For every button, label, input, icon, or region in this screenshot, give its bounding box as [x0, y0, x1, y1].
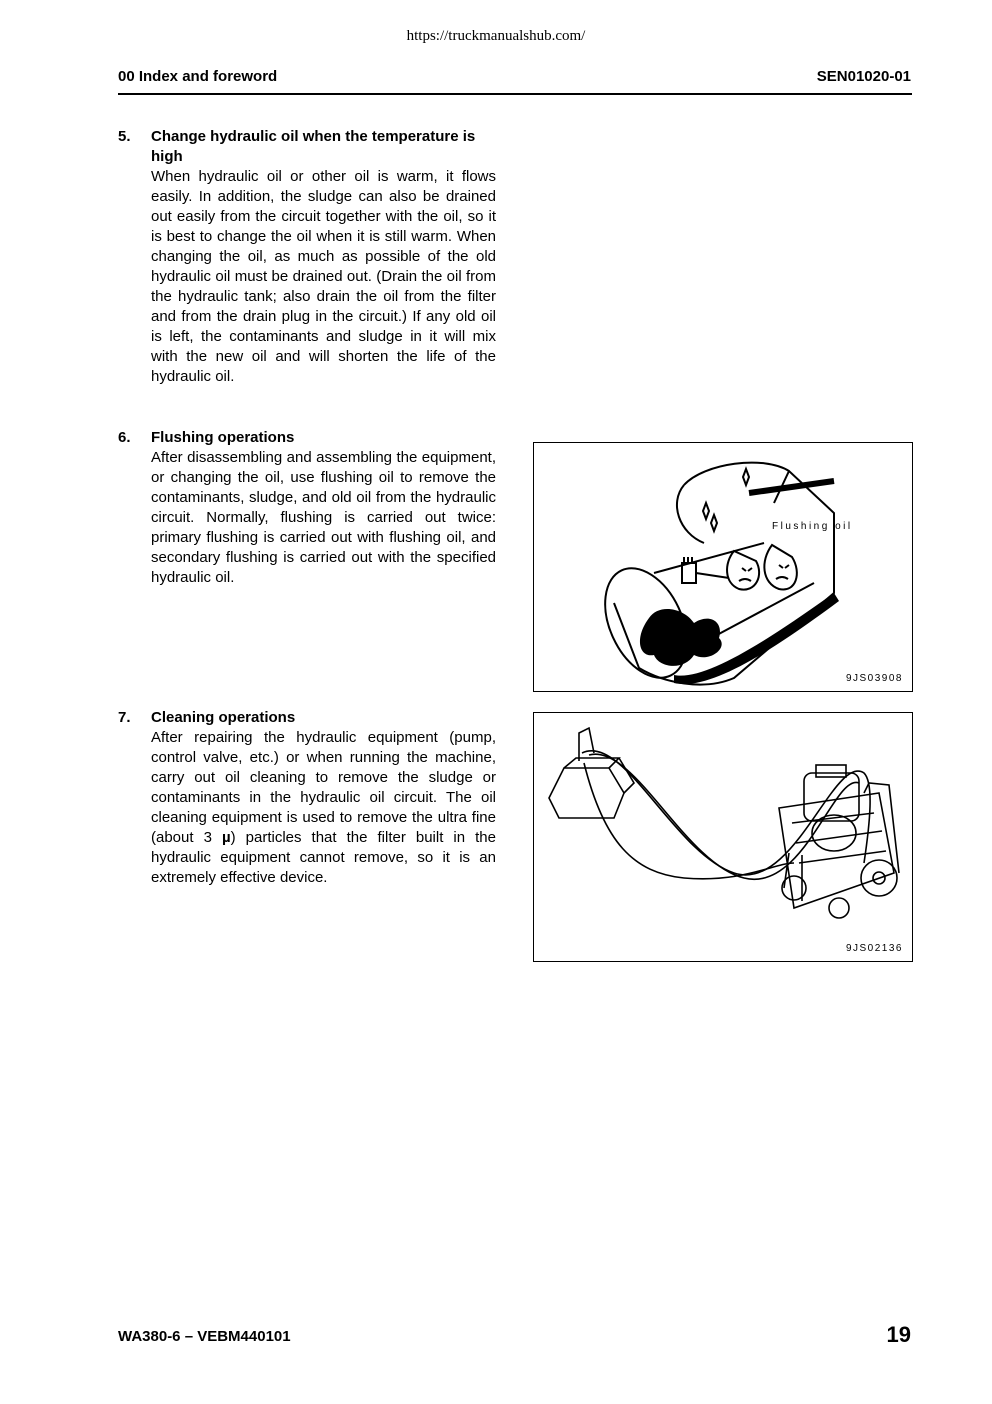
header-rule	[118, 93, 912, 95]
section-6	[118, 428, 496, 588]
oil-cleaning-equipment-illustration-icon	[534, 713, 912, 961]
section-body: After disassembling and assembling the equipment, or changing the oil, use flushing oil to remove the contaminants, sludge, and old oil from the hydraulic circuit. Normally, flushing is carried out twice: primary flushing is carried out with flushing oil, and secondary flushing is carried out with the specified hydraulic oil.	[151, 449, 496, 586]
page-number: 19	[886, 1322, 911, 1347]
section-title: Cleaning operations	[151, 709, 296, 726]
flushing-pipe-illustration-icon	[534, 443, 912, 691]
source-url[interactable]: https://truckmanualshub.com/	[406, 28, 586, 44]
section-number: 5.	[118, 128, 131, 145]
section-5	[118, 127, 496, 387]
header-document-code: SEN01020-01	[816, 68, 911, 85]
figure-flushing-oil	[533, 442, 913, 692]
figure-id: 9JS03908	[845, 673, 903, 684]
body-text-before: After repairing the hydraulic equipment (pump, control valve, etc.) or when running the machine, carry out oil cleaning to remove the sludge or contaminants in the hydraulic oil circuit. The oil cleaning equipment is used to remove the ultra fine (about 3	[151, 729, 496, 846]
body-text-after: ) particles that the filter built in the hydraulic equipment cannot remove, so it is an extremely effective device.	[151, 829, 496, 886]
footer-model-code: WA380-6 – VEBM440101	[118, 1328, 291, 1345]
section-number: 7.	[118, 709, 131, 726]
section-7	[118, 708, 496, 888]
section-body	[151, 728, 496, 888]
section-body: When hydraulic oil or other oil is warm, it flows easily. In addition, the sludge can also be drained out easily from the circuit together with the oil, so it is best to change the oil when it is still warm. When changing the oil, as much as possible of the old hydraulic oil must be drained out. (Drain the oil from the hydraulic tank; also drain the oil from the filter and from the drain plug in the circuit.) If any old oil is left, the contaminants and sludge in it will mix with the new oil and will shorten the life of the hydraulic oil.	[151, 168, 496, 385]
micron-symbol: µ	[221, 829, 231, 846]
figure-oil-cleaning-equipment	[533, 712, 913, 962]
section-title: Change hydraulic oil when the temperature is high	[151, 128, 476, 165]
header-section-title: 00 Index and foreword	[118, 68, 278, 85]
section-number: 6.	[118, 429, 131, 446]
section-title: Flushing operations	[151, 429, 295, 446]
figure-id: 9JS02136	[845, 943, 903, 954]
figure-label: Flushing oil	[772, 521, 853, 532]
